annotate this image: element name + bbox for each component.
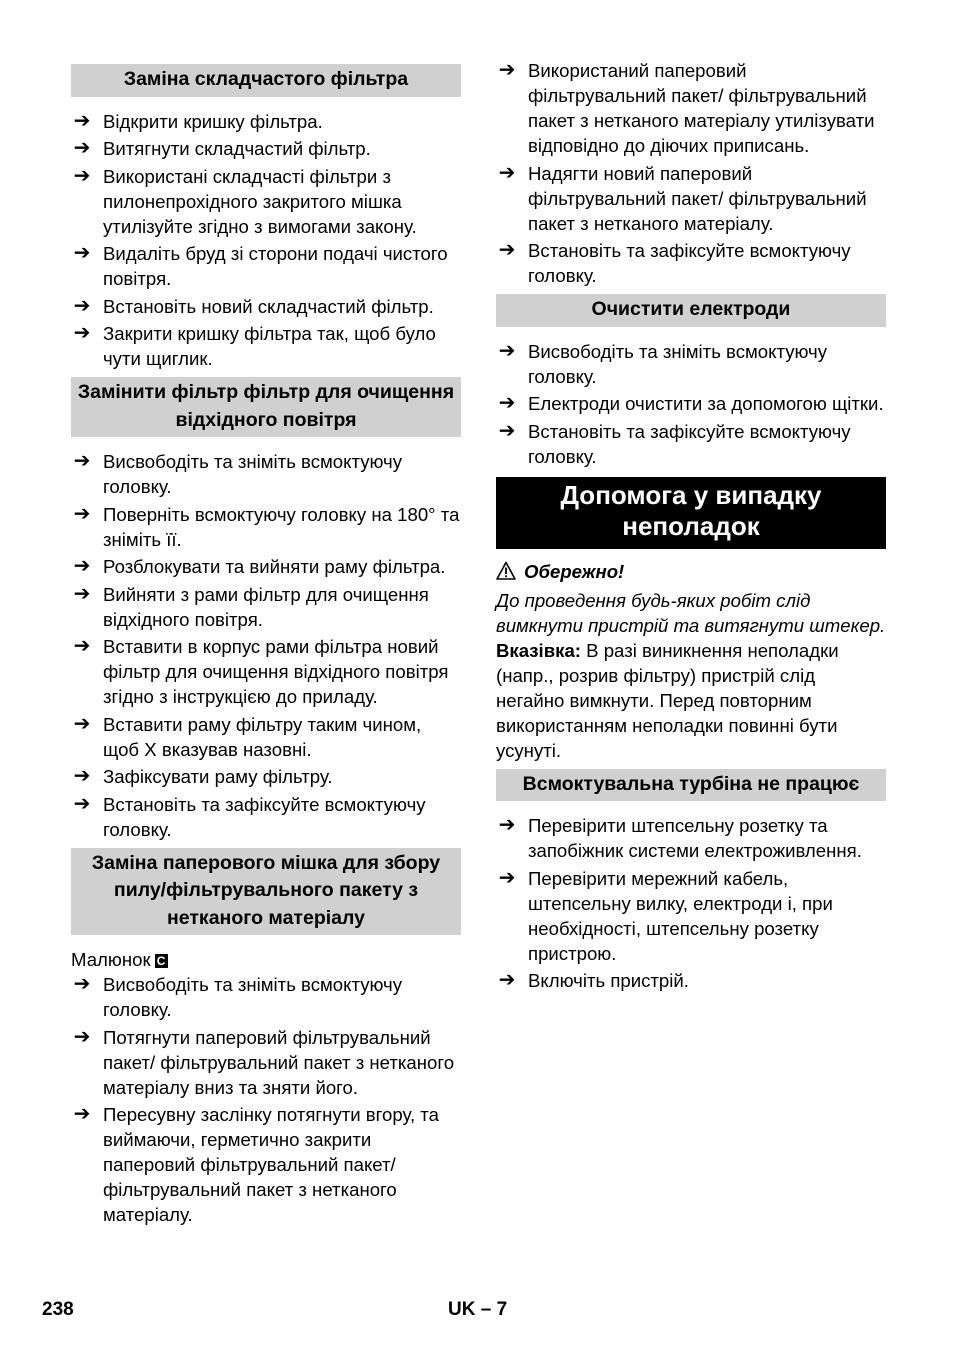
list-item: ➔ Відкрити кришку фільтра. — [71, 109, 461, 134]
list-item: ➔ Встановіть та зафіксуйте всмоктуючу головку. — [71, 792, 461, 842]
arrow-right-icon: ➔ — [73, 792, 91, 815]
bullet-list — [71, 109, 461, 372]
bullet-list — [496, 58, 886, 288]
list-item: ➔ Витягнути складчастий фільтр. — [71, 136, 461, 161]
arrow-right-icon: ➔ — [73, 502, 91, 525]
list-item: ➔ Висвободіть та зніміть всмоктуючу головку. — [71, 972, 461, 1022]
arrow-right-icon: ➔ — [73, 712, 91, 735]
list-item: ➔ Закрити кришку фільтра так, щоб було чути щиглик. — [71, 321, 461, 371]
warning-triangle-icon — [496, 561, 516, 581]
list-item: ➔ Включіть пристрій. — [496, 968, 886, 993]
arrow-right-icon: ➔ — [498, 969, 516, 991]
section-heading: Всмоктувальна турбіна не працює — [496, 769, 886, 802]
arrow-right-icon: ➔ — [73, 164, 91, 187]
note-paragraph — [496, 638, 886, 763]
arrow-right-icon: ➔ — [73, 973, 91, 995]
arrow-right-icon: ➔ — [498, 419, 516, 442]
section-heading: Заміна паперового мішка для збору пилу/фільтрувального пакету з нетканого матеріалу — [71, 848, 461, 936]
list-item: ➔ Електроди очистити за допомогою щітки. — [496, 391, 886, 416]
arrow-right-icon: ➔ — [73, 322, 91, 344]
list-item: ➔ Встановіть новий складчастий фільтр. — [71, 294, 461, 319]
arrow-right-icon: ➔ — [498, 866, 516, 889]
section-heading: Очистити електроди — [496, 294, 886, 327]
list-item: ➔ Встановіть та зафіксуйте всмоктуючу головку. — [496, 238, 886, 288]
arrow-right-icon: ➔ — [498, 161, 516, 184]
page-number: 238 — [42, 1299, 74, 1320]
arrow-right-icon: ➔ — [498, 239, 516, 261]
arrow-right-icon: ➔ — [498, 339, 516, 362]
arrow-right-icon: ➔ — [73, 582, 91, 605]
note-text: В разі виникнення неполадки (напр., розрив фільтру) пристрій слід негайно вимкнути. Перед повторним використанням неполадки повинні бути усунуті. — [496, 639, 839, 761]
page-code: UK – 7 — [448, 1299, 508, 1320]
list-item: ➔ Розблокувати та вийняти раму фільтра. — [71, 554, 461, 579]
arrow-right-icon: ➔ — [73, 1103, 91, 1125]
arrow-right-icon: ➔ — [73, 765, 91, 787]
list-item: ➔ Перевірити штепсельну розетку та запобіжник системи електроживлення. — [496, 813, 886, 863]
list-item: ➔ Пересувну заслінку потягнути вгору, та виймаючи, герметично закрити паперовий фільтрувальний пакет/ фільтрувальний пакет з нетканого матеріалу. — [71, 1102, 461, 1227]
list-item: ➔ Поверніть всмоктуючу головку на 180° та зніміть її. — [71, 502, 461, 552]
list-item: ➔ Вставити раму фільтру таким чином, щоб X вказував назовні. — [71, 712, 461, 762]
arrow-right-icon: ➔ — [498, 392, 516, 414]
arrow-right-icon: ➔ — [73, 294, 91, 317]
section-heading: Заміна складчастого фільтра — [71, 64, 461, 97]
list-item: ➔ Використаний паперовий фільтрувальний пакет/ фільтрувальний пакет з нетканого матеріалу утилізувати відповідно до діючих приписань. — [496, 58, 886, 158]
arrow-right-icon: ➔ — [73, 1025, 91, 1048]
arrow-right-icon: ➔ — [73, 109, 91, 132]
list-item: ➔ Встановіть та зафіксуйте всмоктуючу головку. — [496, 419, 886, 469]
right-column — [496, 58, 886, 996]
list-item: ➔ Вставити в корпус рами фільтра новий фільтр для очищення відхідного повітря згідно з інструкцією до приладу. — [71, 634, 461, 709]
caution-text: До проведення будь-яких робіт слід вимкнути пристрій та витягнути штекер. — [496, 589, 886, 636]
arrow-right-icon: ➔ — [73, 635, 91, 657]
arrow-right-icon: ➔ — [73, 137, 91, 159]
list-item: ➔ Потягнути паперовий фільтрувальний пакет/ фільтрувальний пакет з нетканого матеріалу вниз та зняти його. — [71, 1025, 461, 1100]
bullet-list — [71, 972, 461, 1227]
list-item: ➔ Висвободіть та зніміть всмоктуючу головку. — [71, 449, 461, 499]
arrow-right-icon: ➔ — [73, 242, 91, 264]
note-label: Вказівка: — [496, 639, 581, 661]
list-item: ➔ Використані складчасті фільтри з пилонепрохідного закритого мішка утилізуйте згідно з вимогами закону. — [71, 164, 461, 239]
list-item: ➔ Висвободіть та зніміть всмоктуючу головку. — [496, 339, 886, 389]
arrow-right-icon: ➔ — [498, 814, 516, 836]
list-item: ➔ Перевірити мережний кабель, штепсельну вилку, електроди і, при необхідності, штепсельну розетку пристрою. — [496, 866, 886, 966]
caution-header — [496, 559, 886, 584]
figure-letter-badge: C — [155, 954, 168, 968]
list-item: ➔ Надягти новий паперовий фільтрувальний пакет/ фільтрувальний пакет з нетканого матеріалу. — [496, 161, 886, 236]
bullet-list — [496, 813, 886, 993]
arrow-right-icon: ➔ — [73, 555, 91, 577]
list-item: ➔ Зафіксувати раму фільтру. — [71, 764, 461, 789]
list-item: ➔ Вийняти з рами фільтр для очищення відхідного повітря. — [71, 582, 461, 632]
arrow-right-icon: ➔ — [498, 59, 516, 81]
chapter-heading: Допомога у випадку неполадок — [496, 477, 886, 549]
left-column — [71, 58, 461, 1230]
list-item: ➔ Видаліть бруд зі сторони подачі чистого повітря. — [71, 241, 461, 291]
caution-label: Обережно! — [524, 560, 625, 582]
figure-reference: Малюнок C — [71, 947, 461, 972]
bullet-list — [496, 339, 886, 469]
arrow-right-icon: ➔ — [73, 450, 91, 472]
section-heading: Замінити фільтр фільтр для очищення відхідного повітря — [71, 377, 461, 437]
bullet-list — [71, 449, 461, 842]
